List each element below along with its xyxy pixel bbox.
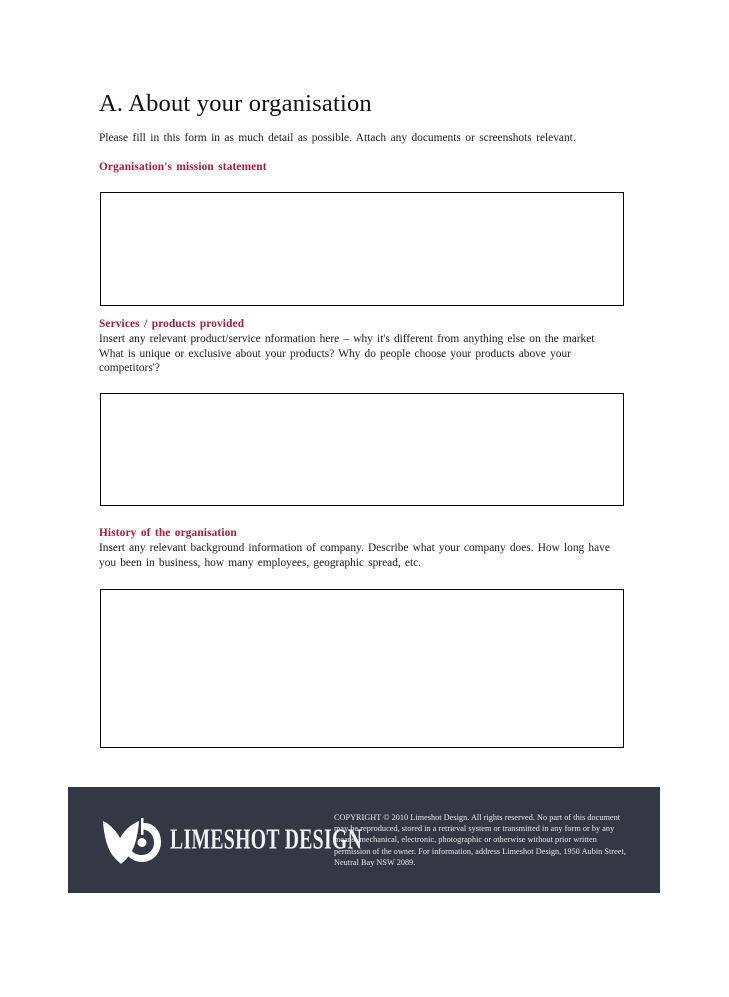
field-label-services-products: Services / products provided <box>99 318 245 330</box>
answer-box-history[interactable] <box>100 589 624 748</box>
form-instructions: Please fill in this form in as much detail as possible. Attach any documents or screenshots relevant. <box>99 132 576 144</box>
answer-box-mission-statement[interactable] <box>100 192 624 306</box>
footer-copyright-text: COPYRIGHT © 2010 Limeshot Design. All rights reserved. No part of this document may be reproduced, stored in a retrieval system or transmitted in any form or by any means, mechanical, electronic, photographic or otherwise without prior written permission of the owner. For information, address Limeshot Design, 1950 Aubin Street, Neutral Bay NSW 2089. <box>334 812 626 867</box>
field-help-services-products: Insert any relevant product/service nformation here – why it's different from anything else on the market What is unique or exclusive about your products? Why do people choose your products above your competitors'? <box>99 333 595 375</box>
footer-brand <box>68 815 363 865</box>
answer-box-services-products[interactable] <box>100 393 624 506</box>
page-footer <box>68 787 660 893</box>
footer-logo-text: LIMESHOT DESIGN <box>170 824 363 856</box>
footer-copyright <box>334 812 660 868</box>
field-label-mission-statement: Organisation's mission statement <box>99 161 267 173</box>
limeshot-logo-icon <box>99 815 161 865</box>
field-label-history: History of the organisation <box>99 527 237 539</box>
page-title: A. About your organisation <box>99 90 372 117</box>
field-help-history: Insert any relevant background information of company. Describe what your company does. How long have you been in business, how many employees, geographic spread, etc. <box>99 542 610 569</box>
